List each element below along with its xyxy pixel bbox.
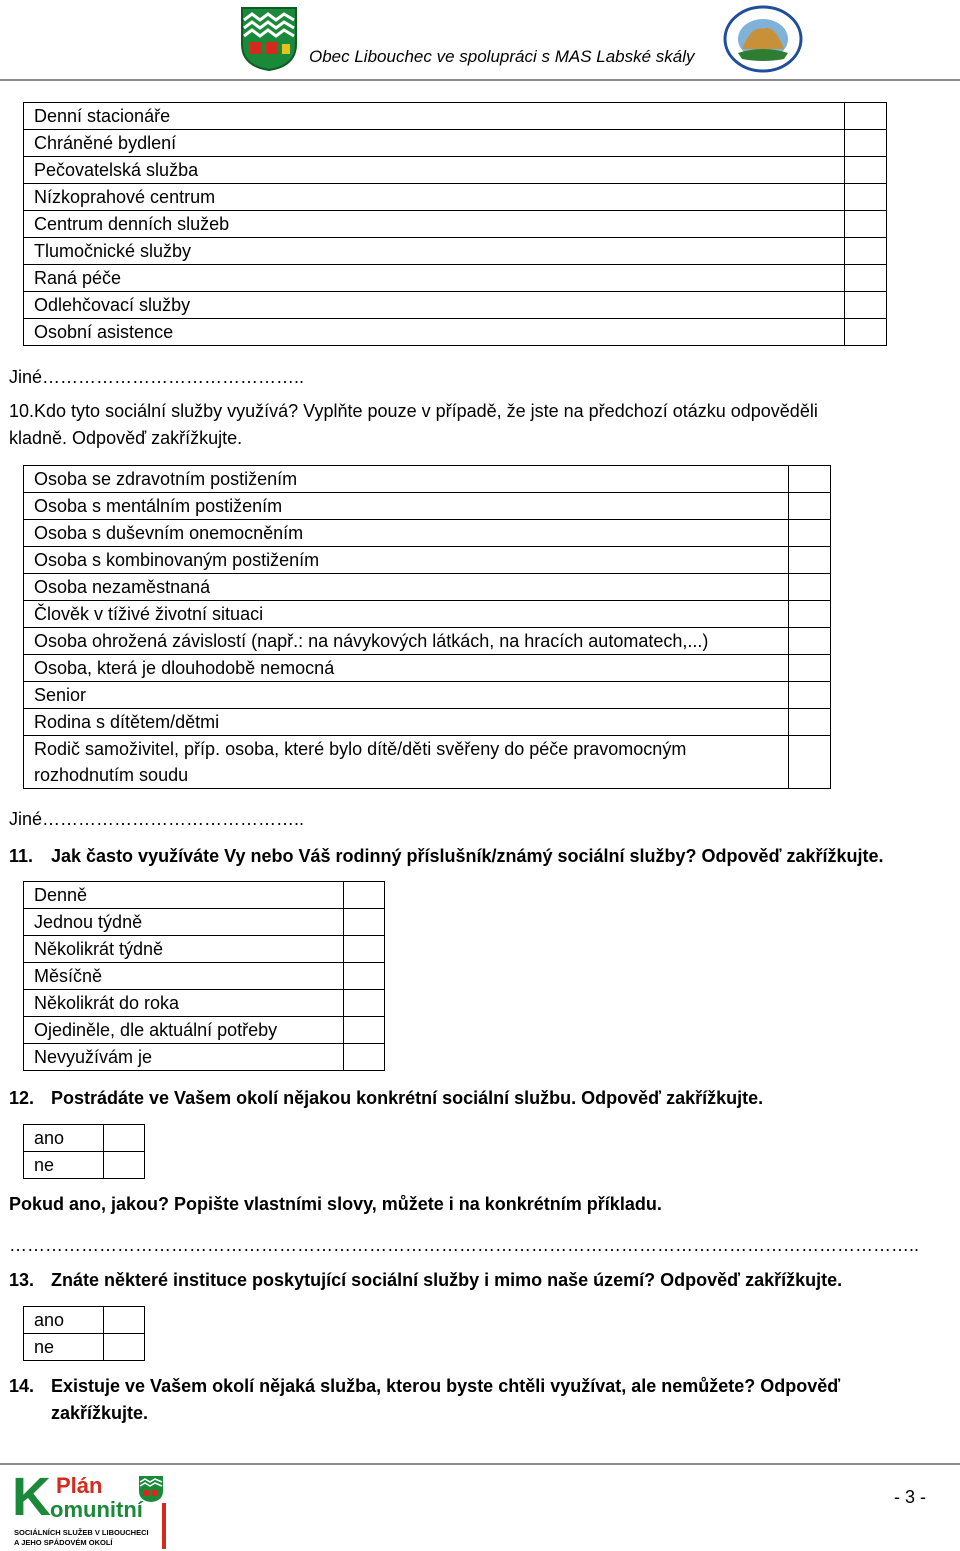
user-label: Rodina s dítětem/dětmi: [24, 709, 789, 736]
page-number: - 3 -: [893, 1487, 926, 1507]
service-label: Denní stacionáře: [24, 103, 845, 130]
logo-k: K: [12, 1467, 51, 1527]
question-12: [9, 1085, 954, 1112]
table-row: [24, 1334, 145, 1361]
table-row: [24, 736, 831, 789]
table-row: [24, 1017, 385, 1044]
checkbox-cell[interactable]: [104, 1152, 145, 1179]
frequency-label: Nevyužívám je: [24, 1044, 344, 1071]
logo-subtitle-1: SOCIÁLNÍCH SLUŽEB V LIBOUCHECI: [14, 1528, 149, 1537]
logo-plan: Plán: [56, 1473, 103, 1498]
checkbox-cell[interactable]: [104, 1334, 145, 1361]
user-label: Osoba ohrožená závislostí (např.: na návykových látkách, na hracích automatech,...): [24, 628, 789, 655]
checkbox-cell[interactable]: [789, 628, 831, 655]
logo-red-bar: [162, 1503, 166, 1549]
question-text: Znáte některé instituce poskytující sociální služby i mimo naše území? Odpověď zakřížkujte.: [51, 1270, 843, 1290]
municipal-crest-logo: [240, 6, 298, 72]
checkbox-cell[interactable]: [845, 319, 887, 346]
other-field-1[interactable]: Jiné……………………………………..: [9, 367, 305, 387]
checkbox-cell[interactable]: [845, 292, 887, 319]
table-row: [24, 493, 831, 520]
answer-label: ano: [24, 1125, 104, 1152]
question-number: 13.: [9, 1270, 35, 1290]
question-text-line1: Kdo tyto sociální služby využívá? Vyplňte pouze v případě, že jste na předchozí otázku odpověděli: [34, 401, 818, 421]
mas-logo: [722, 5, 804, 73]
table-row: [24, 238, 887, 265]
frequency-label: Denně: [24, 882, 344, 909]
question-13: [9, 1267, 954, 1294]
answer-label: ano: [24, 1307, 104, 1334]
service-label: Nízkoprahové centrum: [24, 184, 845, 211]
checkbox-cell[interactable]: [845, 265, 887, 292]
checkbox-cell[interactable]: [344, 990, 385, 1017]
service-label: Pečovatelská služba: [24, 157, 845, 184]
users-table: [23, 465, 831, 789]
checkbox-cell[interactable]: [845, 130, 887, 157]
table-row: [24, 655, 831, 682]
logo-omunitni: omunitní: [50, 1497, 143, 1522]
checkbox-cell[interactable]: [344, 1044, 385, 1071]
table-row: [24, 103, 887, 130]
checkbox-cell[interactable]: [789, 520, 831, 547]
table-row: [24, 1044, 385, 1071]
question-11: [9, 843, 954, 870]
other-field-2[interactable]: Jiné……………………………………..: [9, 809, 305, 829]
table-row: [24, 1125, 145, 1152]
checkbox-cell[interactable]: [845, 103, 887, 130]
service-label: Odlehčovací služby: [24, 292, 845, 319]
table-row: [24, 909, 385, 936]
question-text-line2: kladně. Odpověď zakřížkujte.: [9, 428, 243, 448]
user-label: Osoba s duševním onemocněním: [24, 520, 789, 547]
table-row: [24, 466, 831, 493]
service-label: Tlumočnické služby: [24, 238, 845, 265]
frequency-table: [23, 881, 385, 1071]
frequency-label: Ojediněle, dle aktuální potřeby: [24, 1017, 344, 1044]
table-row: [24, 547, 831, 574]
checkbox-cell[interactable]: [789, 466, 831, 493]
table-row: [24, 184, 887, 211]
question-number: 10.: [9, 401, 35, 421]
table-row: [24, 1307, 145, 1334]
yes-no-table-13: [23, 1306, 145, 1361]
user-label-line1: Rodič samoživitel, příp. osoba, které bylo dítě/děti svěřeny do péče pravomocným: [34, 739, 687, 759]
service-label: Osobní asistence: [24, 319, 845, 346]
question-number: 14.: [9, 1376, 35, 1396]
table-row: [24, 709, 831, 736]
checkbox-cell[interactable]: [789, 655, 831, 682]
table-row: [24, 1152, 145, 1179]
frequency-label: Měsíčně: [24, 963, 344, 990]
table-row: [24, 157, 887, 184]
checkbox-cell[interactable]: [344, 936, 385, 963]
checkbox-cell[interactable]: [845, 211, 887, 238]
table-row: [24, 601, 831, 628]
checkbox-cell[interactable]: [344, 963, 385, 990]
table-row: [24, 292, 887, 319]
yes-no-table-12: [23, 1124, 145, 1179]
user-label: Senior: [24, 682, 789, 709]
frequency-label: Několikrát týdně: [24, 936, 344, 963]
checkbox-cell[interactable]: [845, 157, 887, 184]
checkbox-cell[interactable]: [104, 1307, 145, 1334]
checkbox-cell[interactable]: [789, 547, 831, 574]
checkbox-cell[interactable]: [789, 736, 831, 789]
user-label: Člověk v tíživé životní situaci: [24, 601, 789, 628]
question-text-line2: zakřížkujte.: [51, 1403, 149, 1423]
user-label: Osoba nezaměstnaná: [24, 574, 789, 601]
frequency-label: Několikrát do roka: [24, 990, 344, 1017]
question-14: [9, 1373, 954, 1427]
frequency-label: Jednou týdně: [24, 909, 344, 936]
services-table: [23, 102, 887, 346]
user-label: Osoba s mentálním postižením: [24, 493, 789, 520]
question-10: [9, 398, 949, 452]
answer-dots-line[interactable]: ……………………………………………………………………………………………………………………………………..: [9, 1235, 920, 1255]
question-text: Jak často využíváte Vy nebo Váš rodinný příslušník/známý sociální služby? Odpověď zakřížkujte.: [51, 846, 884, 866]
footer-divider: [0, 1463, 960, 1465]
user-label: Osoba, která je dlouhodobě nemocná: [24, 655, 789, 682]
checkbox-cell[interactable]: [789, 601, 831, 628]
answer-label: ne: [24, 1334, 104, 1361]
table-row: [24, 628, 831, 655]
checkbox-cell[interactable]: [344, 909, 385, 936]
table-row: [24, 936, 385, 963]
table-row: [24, 990, 385, 1017]
checkbox-cell[interactable]: [789, 682, 831, 709]
user-label: [24, 736, 789, 789]
service-label: Raná péče: [24, 265, 845, 292]
question-text-line1: Existuje ve Vašem okolí nějaká služba, kterou byste chtěli využívat, ale nemůžete? Odpověď: [51, 1376, 841, 1396]
table-row: [24, 520, 831, 547]
checkbox-cell[interactable]: [344, 1017, 385, 1044]
table-row: [24, 265, 887, 292]
table-row: [24, 211, 887, 238]
checkbox-cell[interactable]: [789, 574, 831, 601]
checkbox-cell[interactable]: [789, 709, 831, 736]
service-label: Centrum denních služeb: [24, 211, 845, 238]
user-label: Osoba s kombinovaným postižením: [24, 547, 789, 574]
header-divider: [0, 79, 960, 81]
user-label: Osoba se zdravotním postižením: [24, 466, 789, 493]
checkbox-cell[interactable]: [789, 493, 831, 520]
answer-label: ne: [24, 1152, 104, 1179]
table-row: [24, 319, 887, 346]
table-row: [24, 963, 385, 990]
checkbox-cell[interactable]: [344, 882, 385, 909]
logo-crest-small: [138, 1475, 164, 1503]
logo-subtitle-2: A JEHO SPÁDOVÉM OKOLÍ: [14, 1538, 113, 1547]
checkbox-cell[interactable]: [845, 238, 887, 265]
question-number: 11.: [9, 846, 34, 866]
user-label-line2: rozhodnutím soudu: [34, 765, 189, 785]
header-title: Obec Libouchec ve spolupráci s MAS Labské skály: [309, 47, 695, 66]
table-row: [24, 574, 831, 601]
komunitni-plan-logo: [12, 1467, 172, 1549]
checkbox-cell[interactable]: [104, 1125, 145, 1152]
table-row: [24, 130, 887, 157]
table-row: [24, 882, 385, 909]
table-row: [24, 682, 831, 709]
service-label: Chráněné bydlení: [24, 130, 845, 157]
question-number: 12.: [9, 1088, 35, 1108]
follow-up-question: Pokud ano, jakou? Popište vlastními slovy, můžete i na konkrétním příkladu.: [9, 1194, 662, 1214]
checkbox-cell[interactable]: [845, 184, 887, 211]
question-text: Postrádáte ve Vašem okolí nějakou konkrétní sociální službu. Odpověď zakřížkujte.: [51, 1088, 764, 1108]
